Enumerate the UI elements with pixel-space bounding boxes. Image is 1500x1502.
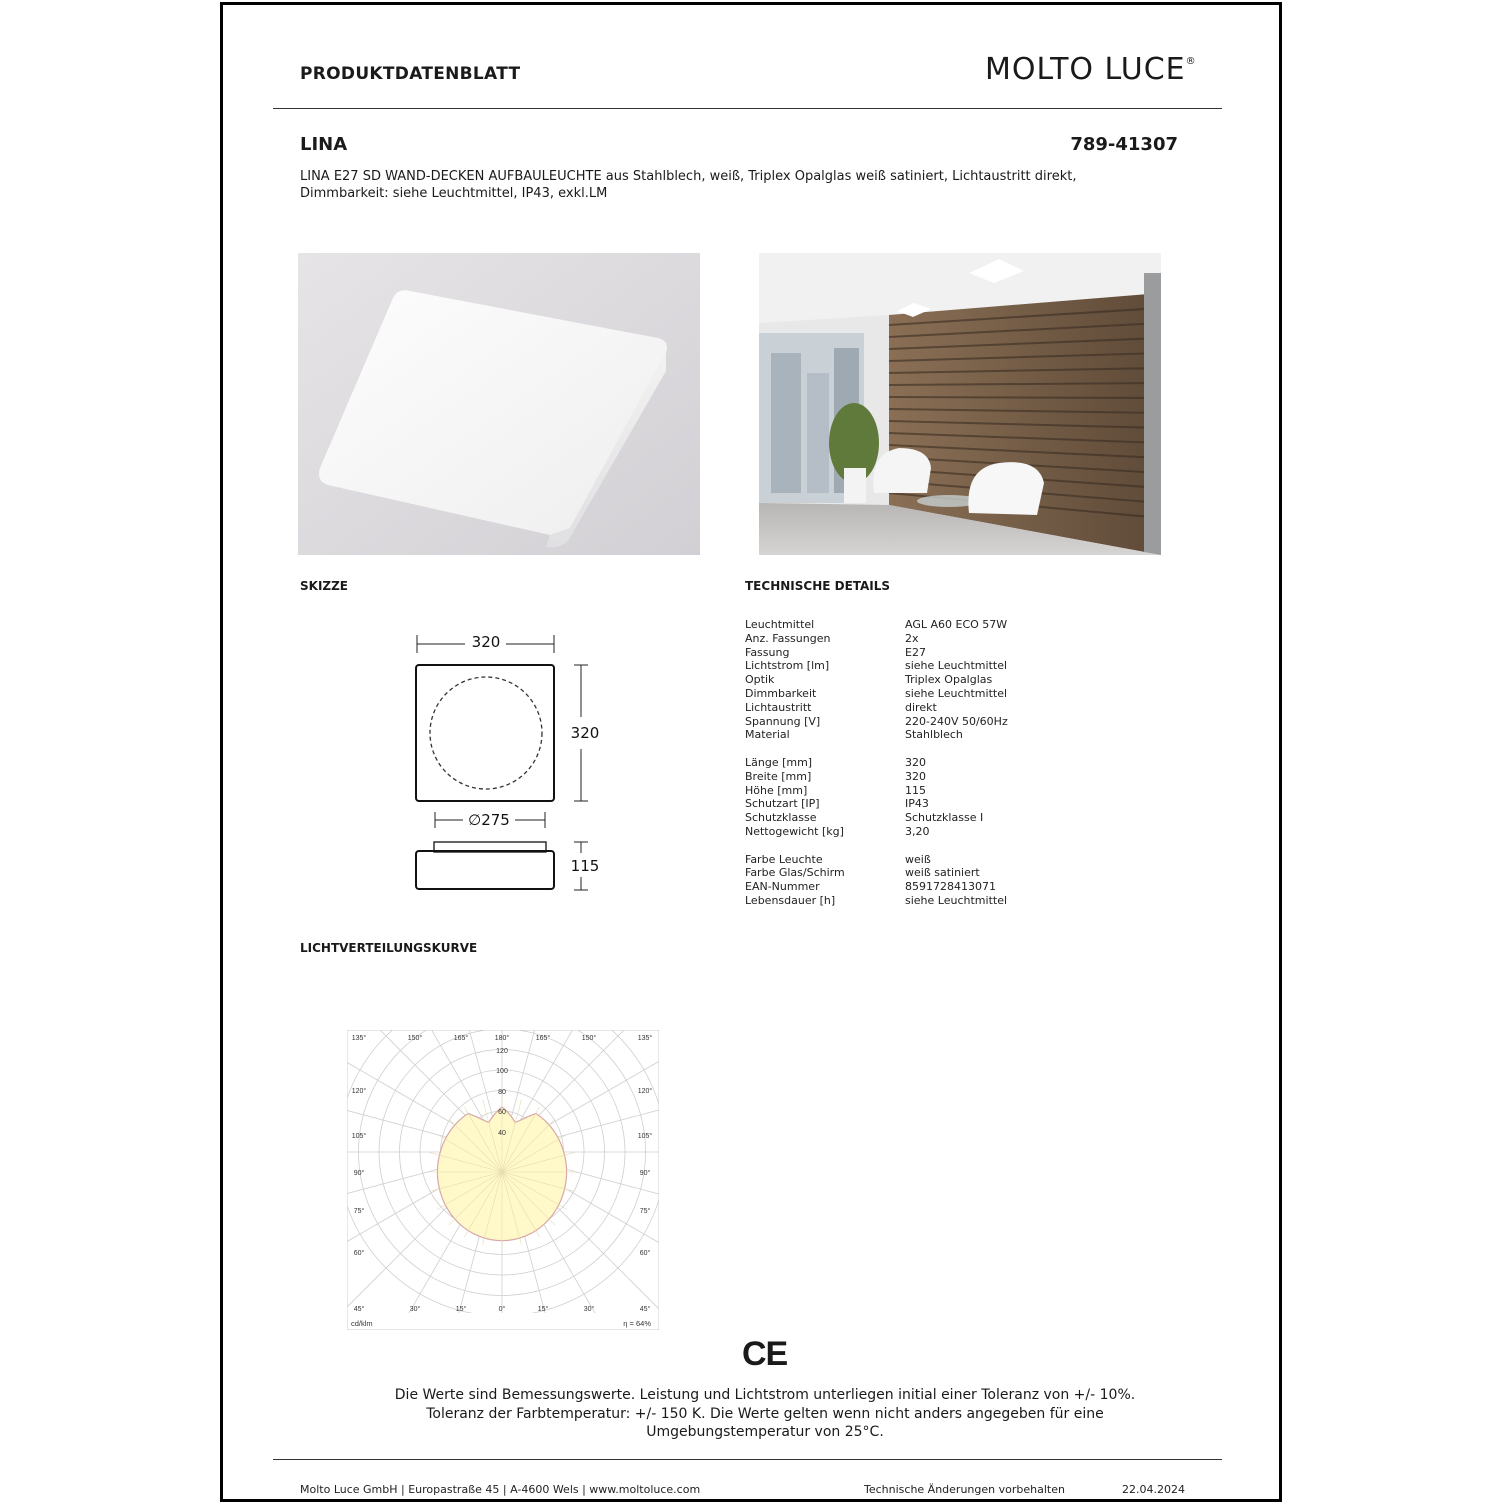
polar-side-angle-right: 120° <box>637 1088 653 1095</box>
footer-company: Molto Luce GmbH | Europastraße 45 | A-4600 Wels | www.moltoluce.com <box>300 1483 701 1496</box>
tech-value: siehe Leuchtmittel <box>905 893 1008 907</box>
product-number: 789-41307 <box>1070 134 1178 155</box>
tech-row <box>745 715 1008 729</box>
polar-side-angle-right: 75° <box>639 1208 651 1215</box>
tech-key: Länge [mm] <box>745 755 813 769</box>
tech-row <box>745 659 1008 673</box>
polar-side-angle-left: 60° <box>353 1250 365 1257</box>
tolerance-note <box>320 1386 1210 1442</box>
polar-radial-label: 60 <box>498 1109 506 1116</box>
tech-key: Farbe Glas/Schirm <box>745 866 845 880</box>
tech-row <box>745 646 1008 660</box>
tech-value: siehe Leuchtmittel <box>905 686 1008 700</box>
polar-bottom-angle: 45° <box>639 1306 651 1313</box>
tech-row <box>745 880 1008 894</box>
polar-bottom-angle: 15° <box>537 1306 549 1313</box>
tech-value: 2x <box>905 631 919 645</box>
tech-key: Farbe Leuchte <box>745 852 823 866</box>
polar-side-angle-right: 105° <box>637 1133 653 1140</box>
polar-radial-label: 120 <box>496 1048 508 1055</box>
polar-side-angle-right: 60° <box>639 1250 651 1257</box>
note-line-1: Die Werte sind Bemessungswerte. Leistung und Lichtstrom unterliegen initial einer Toleranz von +/- 10%. <box>394 1387 1136 1403</box>
tech-row <box>745 784 1008 798</box>
tech-key: Optik <box>745 673 775 687</box>
tech-value: weiß <box>905 852 931 866</box>
product-description: LINA E27 SD WAND-DECKEN AUFBAULEUCHTE aus Stahlblech, weiß, Triplex Opalglas weiß satiniert, Lichtaustritt direkt, Dimmbarkeit: siehe Leuchtmittel, IP43, exkl.LM <box>300 169 1077 201</box>
tech-value: 8591728413071 <box>905 880 996 894</box>
polar-top-angle: 150° <box>581 1035 597 1042</box>
tech-value: siehe Leuchtmittel <box>905 659 1008 673</box>
tech-key: Schutzart [IP] <box>745 797 820 811</box>
footer-divider <box>273 1459 1222 1460</box>
tech-heading: TECHNISCHE DETAILS <box>745 579 891 593</box>
tech-key: Nettogewicht [kg] <box>745 824 844 838</box>
tech-key: Schutzklasse <box>745 811 817 825</box>
tech-value: AGL A60 ECO 57W <box>905 618 1008 631</box>
tech-value: 3,20 <box>905 824 930 838</box>
tech-row <box>745 825 1008 839</box>
sketch-height-label: 320 <box>570 724 600 742</box>
tech-row <box>745 701 1008 715</box>
tech-row <box>745 756 1008 770</box>
polar-top-angle: 150° <box>407 1035 423 1042</box>
tech-row <box>745 618 1008 632</box>
tech-row <box>745 742 1008 756</box>
polar-top-angle: 165° <box>535 1035 551 1042</box>
tech-value: weiß satiniert <box>905 866 980 880</box>
polar-top-angle: 165° <box>453 1035 469 1042</box>
polar-bottom-angle: 45° <box>353 1306 365 1313</box>
tech-value: 320 <box>905 755 926 769</box>
light-distribution-curve <box>347 1030 659 1334</box>
polar-unit: cd/klm <box>351 1319 373 1328</box>
sketch-heading: SKIZZE <box>300 579 349 593</box>
brand-logo-text: MOLTO LUCE <box>985 52 1186 87</box>
tech-value: direkt <box>905 700 937 714</box>
tech-row <box>745 632 1008 646</box>
tech-value: 220-240V 50/60Hz <box>905 714 1008 728</box>
polar-radial-label: 80 <box>498 1089 506 1096</box>
sketch-width-label: 320 <box>471 633 501 651</box>
document-title: PRODUKTDATENBLATT <box>300 64 521 84</box>
tech-key: Anz. Fassungen <box>745 631 831 645</box>
dimension-sketch <box>400 625 610 900</box>
polar-bottom-angle: 15° <box>455 1306 467 1313</box>
tech-row <box>745 797 1008 811</box>
footer-disclaimer: Technische Änderungen vorbehalten <box>864 1483 1065 1496</box>
tech-row <box>745 728 1008 742</box>
polar-side-angle-left: 90° <box>353 1170 365 1177</box>
polar-radial-label: 40 <box>498 1130 506 1137</box>
polar-side-angle-left: 105° <box>351 1133 367 1140</box>
tech-key: Höhe [mm] <box>745 783 808 797</box>
tech-key: Lebensdauer [h] <box>745 893 836 907</box>
tech-key <box>745 742 905 756</box>
registered-mark: ® <box>1185 56 1197 67</box>
tech-key: Spannung [V] <box>745 714 821 728</box>
product-name: LINA <box>300 134 348 155</box>
tech-value: Stahlblech <box>905 728 963 742</box>
sketch-diameter-label: ∅275 <box>468 811 510 829</box>
tech-value: Schutzklasse I <box>905 811 984 825</box>
polar-side-angle-left: 75° <box>353 1208 365 1215</box>
tech-row <box>745 687 1008 701</box>
tech-key: Fassung <box>745 645 790 659</box>
tech-value: IP43 <box>905 797 929 811</box>
tech-key: EAN-Nummer <box>745 880 820 894</box>
tech-value: 320 <box>905 769 926 783</box>
tech-row <box>745 839 1008 853</box>
tech-row <box>745 673 1008 687</box>
polar-radial-label: 100 <box>496 1068 508 1075</box>
footer-date: 22.04.2024 <box>1122 1483 1185 1496</box>
tech-row <box>745 770 1008 784</box>
brand-logo <box>985 52 1197 87</box>
polar-bottom-angle: 30° <box>409 1306 421 1313</box>
tech-row <box>745 894 1008 908</box>
tech-key: Material <box>745 728 790 742</box>
tech-value <box>905 742 1008 756</box>
tech-details-table <box>745 618 1008 908</box>
polar-bottom-angle: 30° <box>583 1306 595 1313</box>
tech-key: Lichtstrom [lm] <box>745 659 830 673</box>
note-line-3: Umgebungstemperatur von 25°C. <box>646 1424 884 1440</box>
tech-key: Leuchtmittel <box>745 618 815 631</box>
note-line-2: Toleranz der Farbtemperatur: +/- 150 K. Die Werte gelten wenn nicht anders angegeben für eine <box>426 1405 1104 1422</box>
tech-key: Lichtaustritt <box>745 700 812 714</box>
tech-row <box>745 811 1008 825</box>
ce-mark: CE <box>742 1335 788 1373</box>
header-divider <box>273 108 1222 109</box>
tech-row <box>745 853 1008 867</box>
polar-side-angle-right: 90° <box>639 1170 651 1177</box>
polar-top-angle: 180° <box>494 1035 510 1042</box>
interior-photo <box>759 253 1161 555</box>
tech-key <box>745 839 905 853</box>
tech-key: Breite [mm] <box>745 769 812 783</box>
tech-row <box>745 866 1008 880</box>
sketch-depth-label: 115 <box>570 857 600 875</box>
tech-key: Dimmbarkeit <box>745 686 817 700</box>
curve-heading: LICHTVERTEILUNGSKURVE <box>300 941 478 955</box>
polar-top-angle: 135° <box>637 1035 653 1042</box>
tech-value: E27 <box>905 645 926 659</box>
tech-value: Triplex Opalglas <box>905 673 993 687</box>
polar-efficiency: η = 64% <box>623 1319 651 1328</box>
tech-value: 115 <box>905 783 926 797</box>
tech-value <box>905 839 1008 853</box>
polar-side-angle-left: 120° <box>351 1088 367 1095</box>
product-photo <box>298 253 700 555</box>
polar-top-angle: 135° <box>351 1035 367 1042</box>
polar-bottom-angle: 0° <box>498 1306 506 1313</box>
